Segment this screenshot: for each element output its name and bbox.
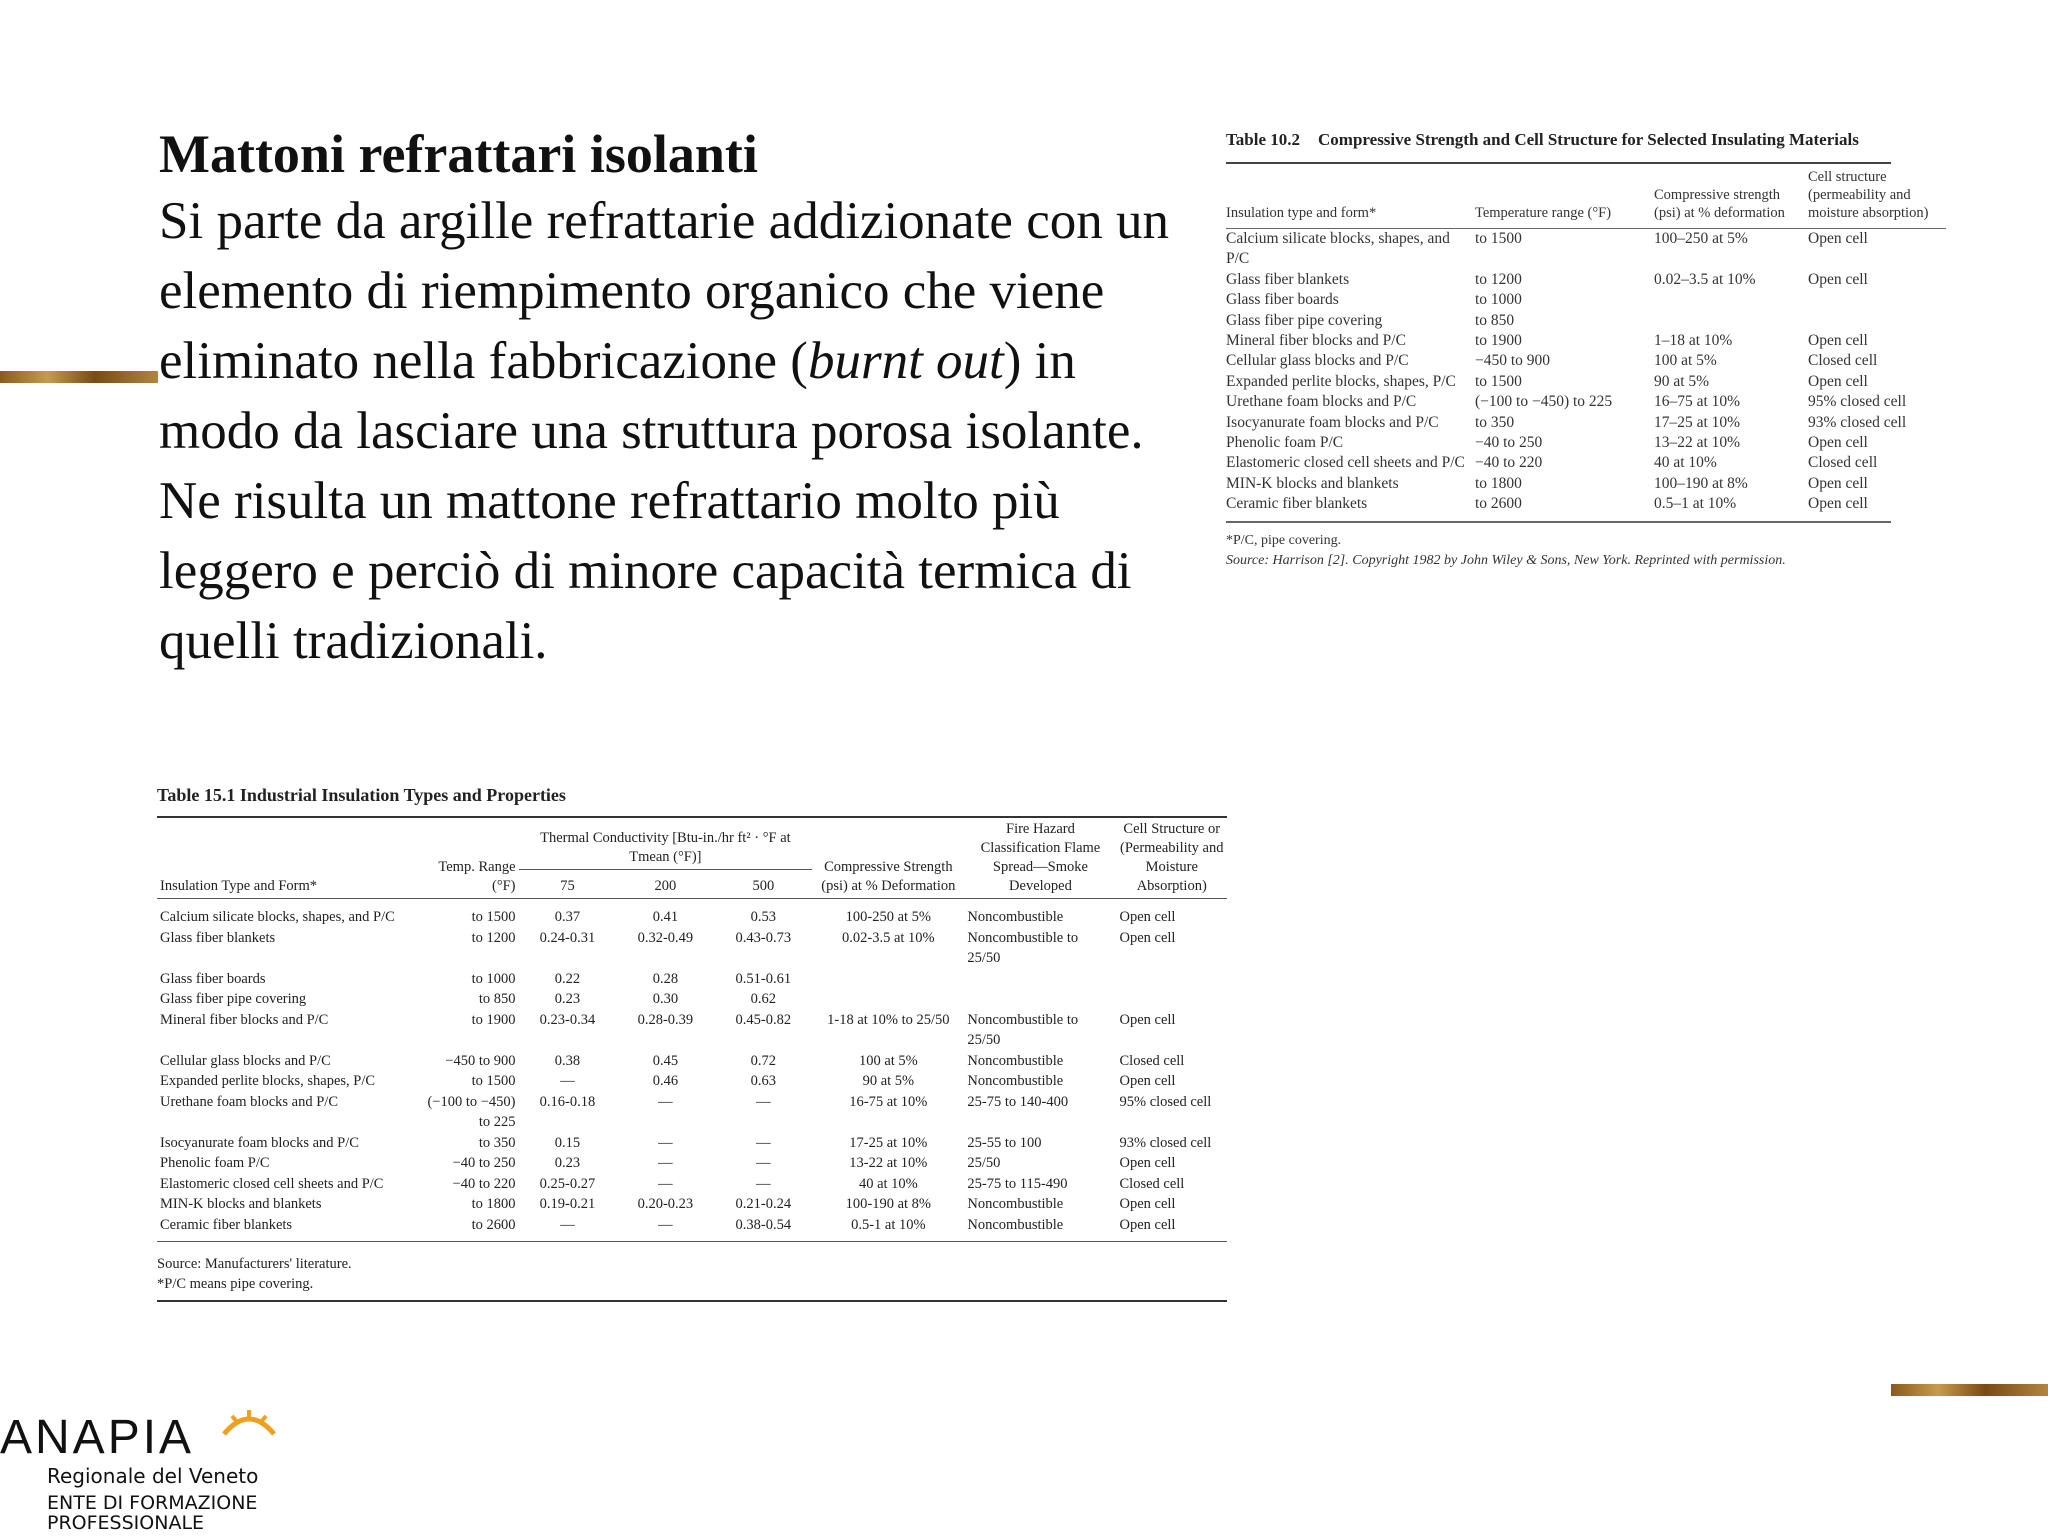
table-cell: 95% closed cell xyxy=(1808,393,1907,411)
table-cell: to 350 xyxy=(1475,413,1515,431)
slide-title: Mattoni refrattari isolanti xyxy=(159,124,758,184)
footnote: *P/C, pipe covering. xyxy=(1226,532,1342,548)
table-row xyxy=(157,1153,1227,1174)
table-cell: to 1500 xyxy=(1475,372,1522,390)
table-cell: 0.32-0.49 xyxy=(637,929,694,946)
table-cell: to 1500 xyxy=(471,1073,516,1089)
table-cell: to 1900 xyxy=(1475,332,1522,350)
table-cell: 0.46 xyxy=(652,1073,679,1089)
table-cell xyxy=(1654,290,1808,310)
table-cell: Phenolic foam P/C xyxy=(160,1155,270,1171)
table-cell: 100-190 at 8% xyxy=(845,1196,932,1212)
table-cell: to 850 xyxy=(478,991,516,1007)
table-cell: 90 at 5% xyxy=(862,1073,915,1089)
table-row xyxy=(157,1133,1227,1154)
table-cell: −450 to 900 xyxy=(445,1052,516,1069)
table-cell: 0.62 xyxy=(750,991,776,1007)
table-cell: Calcium silicate blocks, shapes, and P/C xyxy=(1226,230,1450,268)
table-cell: −40 to 220 xyxy=(452,1175,516,1192)
table-cell: Open cell xyxy=(1808,434,1868,452)
table-row xyxy=(1226,372,1946,392)
column-header: Temp. Range (°F) xyxy=(438,859,516,894)
group-header: Thermal Conductivity [Btu-in./hr ft² · °F at Tmean (°F)] xyxy=(519,818,813,870)
table-cell: to 1900 xyxy=(471,1011,516,1028)
table-cell: 90 at 5% xyxy=(1654,372,1710,390)
column-header: 500 xyxy=(752,878,775,894)
column-header: 75 xyxy=(560,878,575,894)
table-cell: Expanded perlite blocks, shapes, P/C xyxy=(160,1073,376,1089)
table-cell: to 850 xyxy=(1475,311,1515,329)
table-cell: 0.72 xyxy=(750,1052,776,1069)
table-cell: 100 at 5% xyxy=(1654,352,1717,370)
table-cell: 0.38 xyxy=(554,1052,581,1069)
table-10-2-caption xyxy=(1226,128,1891,152)
table-10-2-footnotes xyxy=(1226,531,1891,571)
table-cell: 0.51-0.61 xyxy=(735,970,792,987)
table-cell: 0.15 xyxy=(554,1134,581,1151)
table-row xyxy=(157,1071,1227,1092)
table-cell: 0.30 xyxy=(652,991,679,1007)
table-rule xyxy=(157,1241,1227,1242)
table-cell: Closed cell xyxy=(1808,454,1878,472)
table-cell: Open cell xyxy=(1119,1155,1176,1171)
column-header: Cell structure (permeability and moisture absorption) xyxy=(1808,169,1929,221)
table-cell: 0.20-0.23 xyxy=(637,1196,694,1212)
table-row xyxy=(157,1194,1227,1215)
table-cell: 100-250 at 5% xyxy=(845,909,932,925)
body-italic-term: burnt out xyxy=(807,332,1004,390)
body-text-2: ) in modo da lasciare una struttura porosa isolante. Ne risulta un mattone refrattario molto più leggero e perciò di minore capacità termica di quelli tradizionali. xyxy=(159,332,1144,670)
table-row xyxy=(1226,474,1946,494)
source-note: Source: Manufacturers' literature. xyxy=(157,1256,352,1272)
table-15-1-grid xyxy=(157,818,1227,1235)
table-row xyxy=(157,1174,1227,1195)
table-cell: 0.43-0.73 xyxy=(735,929,792,946)
table-cell: Mineral fiber blocks and P/C xyxy=(160,1011,329,1028)
table-cell: 100 at 5% xyxy=(858,1052,918,1069)
column-header: Fire Hazard Classification Flame Spread—Smoke Developed xyxy=(980,821,1101,894)
table-15-1-footnotes xyxy=(157,1254,1227,1294)
table-row xyxy=(1226,311,1946,331)
column-header: Compressive strength (psi) at % deformation xyxy=(1654,187,1785,221)
logo-name: ANAPIA xyxy=(0,1411,195,1464)
table-cell: — xyxy=(658,1175,673,1192)
table-cell: to 1500 xyxy=(471,909,516,925)
table-cell: 0.45-0.82 xyxy=(735,1011,792,1028)
table-header-row xyxy=(157,818,1227,870)
column-header: Insulation Type and Form* xyxy=(160,878,317,894)
table-cell: −40 to 220 xyxy=(1475,454,1543,472)
table-cell xyxy=(1808,311,1946,331)
table-cell: 0.63 xyxy=(750,1073,776,1089)
table-10-2-body xyxy=(1226,229,1946,515)
table-cell: 100–250 at 5% xyxy=(1654,230,1748,247)
table-cell: Glass fiber boards xyxy=(160,970,266,987)
table-cell: Open cell xyxy=(1119,929,1176,946)
table-cell: Open cell xyxy=(1808,332,1868,350)
table-cell: Open cell xyxy=(1119,909,1176,925)
table-cell: 0.02-3.5 at 10% xyxy=(842,929,935,946)
footnote: *P/C means pipe covering. xyxy=(157,1276,314,1292)
column-header: Compressive Strength (psi) at % Deformation xyxy=(821,859,956,894)
table-cell: 25/50 xyxy=(967,1155,1001,1171)
slide-text-block xyxy=(159,122,1199,676)
table-cell: Urethane foam blocks and P/C xyxy=(1226,393,1417,411)
table-cell: 25-55 to 100 xyxy=(967,1134,1042,1151)
table-rule xyxy=(157,898,1227,899)
table-row xyxy=(1226,494,1946,514)
table-cell: 0.41 xyxy=(652,909,679,925)
table-cell: — xyxy=(756,1175,771,1192)
logo-region: Regionale del Veneto xyxy=(47,1464,259,1488)
table-cell: 0.28-0.39 xyxy=(637,1011,694,1028)
table-cell: Open cell xyxy=(1808,495,1868,513)
table-cell: — xyxy=(756,1155,771,1171)
table-cell: Glass fiber pipe covering xyxy=(1226,311,1383,329)
table-cell: — xyxy=(560,1216,575,1233)
table-cell: Open cell xyxy=(1808,270,1868,288)
table-cell: 1-18 at 10% to 25/50 xyxy=(827,1011,950,1028)
table-cell: Elastomeric closed cell sheets and P/C xyxy=(160,1175,384,1192)
table-row xyxy=(157,907,1227,928)
table-cell: Noncombustible xyxy=(967,1052,1064,1069)
sun-icon xyxy=(220,1408,278,1438)
table-cell: Cellular glass blocks and P/C xyxy=(1226,352,1409,370)
table-cell xyxy=(1117,989,1228,1010)
table-cell: to 1000 xyxy=(1475,291,1522,309)
table-cell: 0.37 xyxy=(554,909,581,925)
table-cell xyxy=(964,989,1116,1010)
table-cell xyxy=(812,989,964,1010)
table-cell: MIN-K blocks and blankets xyxy=(160,1196,322,1212)
table-cell: 16-75 at 10% xyxy=(849,1093,928,1110)
source-note: Source: Harrison [2]. Copyright 1982 by John Wiley & Sons, New York. Reprinted with permission. xyxy=(1226,552,1786,568)
table-header-row xyxy=(1226,164,1946,228)
table-cell: — xyxy=(658,1093,673,1110)
table-cell xyxy=(964,969,1116,990)
table-cell: to 1200 xyxy=(1475,270,1522,288)
table-cell: Closed cell xyxy=(1119,1052,1185,1069)
table-cell: 25-75 to 140-400 xyxy=(967,1093,1069,1110)
table-cell: Open cell xyxy=(1119,1216,1176,1233)
table-cell: — xyxy=(756,1093,771,1110)
slide-body xyxy=(159,186,1199,676)
table-rule xyxy=(157,1300,1227,1302)
table-cell: to 2600 xyxy=(471,1216,516,1233)
table-cell: to 1800 xyxy=(1475,474,1522,492)
table-cell: 0.5-1 at 10% xyxy=(851,1216,926,1233)
table-cell: −40 to 250 xyxy=(452,1155,516,1171)
table-cell: 0.24-0.31 xyxy=(539,929,596,946)
table-cell: Phenolic foam P/C xyxy=(1226,434,1344,452)
column-header: Temperature range (°F) xyxy=(1475,205,1612,221)
table-cell: Expanded perlite blocks, shapes, P/C xyxy=(1226,372,1456,390)
table-cell: (−100 to −450) to 225 xyxy=(1475,393,1613,411)
table-row xyxy=(1226,331,1946,351)
table-cell: Elastomeric closed cell sheets and P/C xyxy=(1226,454,1465,472)
table-cell: — xyxy=(756,1134,771,1151)
table-cell: Cellular glass blocks and P/C xyxy=(160,1052,331,1069)
table-cell: — xyxy=(658,1216,673,1233)
table-cell: Glass fiber boards xyxy=(1226,291,1339,309)
anapia-logo xyxy=(0,1400,300,1536)
table-cell: Noncombustible to 25/50 xyxy=(967,929,1079,966)
table-cell: Isocyanurate foam blocks and P/C xyxy=(160,1134,359,1151)
table-cell: Ceramic fiber blankets xyxy=(1226,495,1368,513)
table-cell: Closed cell xyxy=(1119,1175,1185,1192)
table-cell: to 350 xyxy=(478,1134,516,1151)
table-cell: 0.5–1 at 10% xyxy=(1654,495,1737,513)
table-cell: 0.23-0.34 xyxy=(539,1011,596,1028)
table-row xyxy=(1226,351,1946,371)
table-cell: Closed cell xyxy=(1808,352,1878,370)
table-cell: 13–22 at 10% xyxy=(1654,434,1741,452)
table-cell: 0.25-0.27 xyxy=(539,1175,596,1192)
table-row xyxy=(1226,392,1946,412)
table-cell: 0.45 xyxy=(652,1052,679,1069)
table-cell: 0.53 xyxy=(750,909,776,925)
left-decorative-bar xyxy=(0,371,158,383)
table-cell: 93% closed cell xyxy=(1808,413,1907,431)
table-cell: Mineral fiber blocks and P/C xyxy=(1226,332,1406,350)
table-cell: — xyxy=(658,1134,673,1151)
table-cell: Ceramic fiber blankets xyxy=(160,1216,293,1233)
table-cell: Noncombustible xyxy=(967,1196,1064,1212)
table-cell: to 1500 xyxy=(1475,230,1522,247)
table-15-1-title: Table 15.1 Industrial Insulation Types and Properties xyxy=(157,785,566,805)
table-10-2-title: Compressive Strength and Cell Structure for Selected Insulating Materials xyxy=(1318,130,1859,149)
table-cell: 1–18 at 10% xyxy=(1654,332,1733,350)
table-row xyxy=(157,989,1227,1010)
table-cell: 0.23 xyxy=(554,1155,581,1171)
right-decorative-bar xyxy=(1891,1384,2048,1396)
table-10-2-grid xyxy=(1226,164,1946,515)
table-cell: 0.16-0.18 xyxy=(539,1093,596,1110)
table-cell: 0.21-0.24 xyxy=(735,1196,792,1212)
table-cell: to 2600 xyxy=(1475,495,1522,513)
table-cell xyxy=(1808,290,1946,310)
body-text-1: Si parte da argille refrattarie addizionate con un elemento di riempimento organico che viene eliminato nella fabbricazione ( xyxy=(159,192,1169,390)
table-cell: MIN-K blocks and blankets xyxy=(1226,474,1399,492)
table-row xyxy=(1226,413,1946,433)
table-cell: 95% closed cell xyxy=(1119,1093,1212,1110)
table-cell: 0.22 xyxy=(554,970,581,987)
table-cell: Open cell xyxy=(1119,1011,1176,1028)
column-header: 200 xyxy=(654,878,677,894)
table-cell: 17–25 at 10% xyxy=(1654,413,1741,431)
table-cell xyxy=(1117,969,1228,990)
column-header: Cell Structure or (Permeability and Moisture Absorption) xyxy=(1120,821,1224,894)
table-cell: 40 at 10% xyxy=(858,1175,918,1192)
table-cell: Noncombustible to 25/50 xyxy=(967,1011,1079,1048)
table-cell: 0.23 xyxy=(554,991,581,1007)
table-cell: 0.38-0.54 xyxy=(735,1216,792,1233)
table-row xyxy=(157,1010,1227,1051)
table-cell: Urethane foam blocks and P/C xyxy=(160,1093,338,1110)
table-cell: −40 to 250 xyxy=(1475,434,1543,452)
table-row xyxy=(157,1215,1227,1236)
table-cell: — xyxy=(658,1155,673,1171)
table-cell: 0.02–3.5 at 10% xyxy=(1654,270,1756,288)
table-cell: Noncombustible xyxy=(967,909,1064,925)
table-cell xyxy=(812,969,964,990)
table-15-1 xyxy=(157,785,1227,1302)
logo-tagline: ENTE DI FORMAZIONE PROFESSIONALE xyxy=(47,1492,258,1534)
table-row xyxy=(1226,433,1946,453)
table-cell: 0.19-0.21 xyxy=(539,1196,596,1212)
table-cell: Glass fiber blankets xyxy=(1226,270,1350,288)
table-cell: Noncombustible xyxy=(967,1216,1064,1233)
table-cell: 0.28 xyxy=(652,970,679,987)
table-cell xyxy=(1654,311,1808,331)
column-header: Insulation type and form* xyxy=(1226,205,1377,221)
table-cell: Calcium silicate blocks, shapes, and P/C xyxy=(160,909,395,925)
table-cell: to 1200 xyxy=(471,929,516,946)
table-cell: 40 at 10% xyxy=(1654,454,1717,472)
table-10-2-number: Table 10.2 xyxy=(1226,130,1301,149)
table-cell: Glass fiber blankets xyxy=(160,929,276,946)
table-cell: 93% closed cell xyxy=(1119,1134,1212,1151)
table-10-2 xyxy=(1226,128,1929,768)
table-15-1-body xyxy=(157,907,1227,1235)
table-cell: 16–75 at 10% xyxy=(1654,393,1741,411)
table-cell: to 1800 xyxy=(471,1196,516,1212)
table-cell: Open cell xyxy=(1808,372,1868,390)
table-cell: Open cell xyxy=(1808,474,1868,492)
table-cell: Open cell xyxy=(1808,230,1868,247)
table-cell: 17-25 at 10% xyxy=(849,1134,928,1151)
table-cell: −450 to 900 xyxy=(1475,352,1551,370)
table-cell: Open cell xyxy=(1119,1073,1176,1089)
table-row xyxy=(1226,453,1946,473)
table-cell: 100–190 at 8% xyxy=(1654,474,1748,492)
table-cell: — xyxy=(560,1073,575,1089)
table-row xyxy=(1226,229,1946,270)
table-cell: Open cell xyxy=(1119,1196,1176,1212)
table-rule xyxy=(1226,521,1891,523)
table-row xyxy=(1226,290,1946,310)
table-cell: 13-22 at 10% xyxy=(849,1155,928,1171)
table-row xyxy=(157,928,1227,969)
table-cell: Noncombustible xyxy=(967,1073,1064,1089)
table-row xyxy=(157,1051,1227,1072)
table-cell: 25-75 to 115-490 xyxy=(967,1175,1068,1192)
table-cell: Isocyanurate foam blocks and P/C xyxy=(1226,413,1439,431)
table-cell: (−100 to −450) to 225 xyxy=(427,1093,516,1130)
table-cell: to 1000 xyxy=(471,970,516,987)
table-row xyxy=(157,1092,1227,1133)
table-row xyxy=(157,969,1227,990)
table-cell: Glass fiber pipe covering xyxy=(160,991,307,1007)
table-row xyxy=(1226,270,1946,290)
